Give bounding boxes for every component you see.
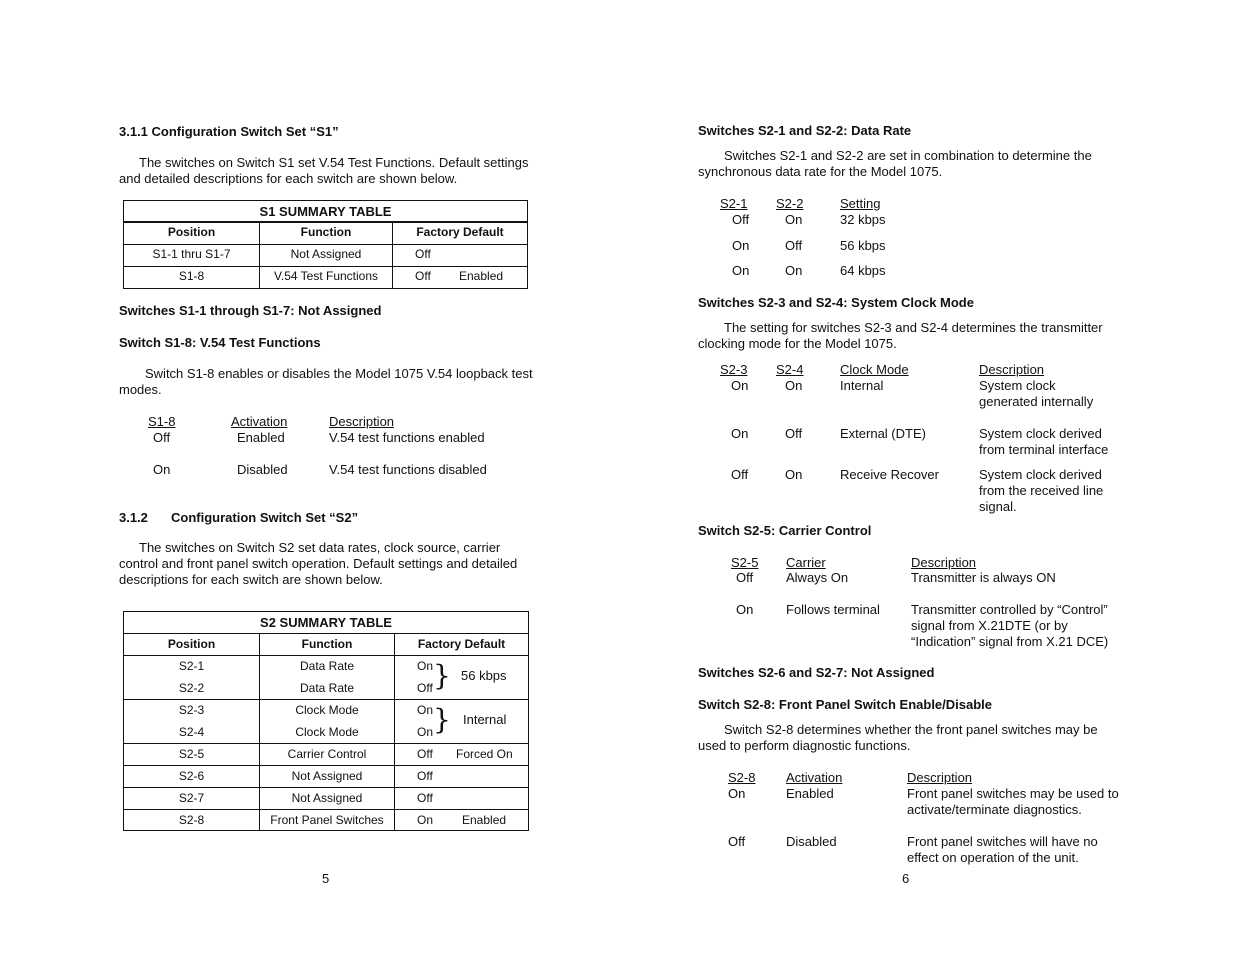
section-heading-s2: Configuration Switch Set “S2” <box>171 510 359 525</box>
list-item: External (DTE) <box>840 426 926 441</box>
list-header: S2-3 <box>720 362 748 377</box>
list-item: Enabled <box>786 786 834 801</box>
list-item: On <box>153 462 171 477</box>
clock-mode-description: The setting for switches S2-3 and S2-4 determines the transmitter clocking mode for the Model 1075. <box>698 320 1103 351</box>
s1-header-position: Position <box>167 225 216 239</box>
subheading-carrier-control: Switch S2-5: Carrier Control <box>698 523 872 538</box>
table-cell: Off <box>415 247 431 261</box>
list-item: On <box>785 212 803 227</box>
s2-summary-table <box>123 611 529 831</box>
s1-header-default: Factory Default <box>416 225 504 239</box>
list-item: On <box>785 467 803 482</box>
s1-summary-table <box>123 200 528 289</box>
table-cell: Not Assigned <box>290 247 362 261</box>
list-item: On <box>732 238 750 253</box>
table-cell: S2-4 <box>178 725 205 739</box>
list-item: 64 kbps <box>840 263 886 278</box>
table-cell: S2-8 <box>178 813 205 827</box>
list-item: On <box>785 378 803 393</box>
subheading-s1-8: Switch S1-8: V.54 Test Functions <box>119 335 321 350</box>
list-item: Disabled <box>237 462 288 477</box>
table-cell: Off <box>417 747 433 761</box>
s2-intro: The switches on Switch S2 set data rates, clock source, carrier control and front panel switch operation. Default settings and detailed descriptions for each switch are shown below. <box>119 540 518 587</box>
table-cell: Enabled <box>462 813 507 827</box>
list-item: Internal <box>840 378 884 393</box>
table-cell: S2-3 <box>178 703 205 717</box>
list-item: On <box>732 263 750 278</box>
list-item: Off <box>785 238 803 253</box>
subheading-s2-6-7: Switches S2-6 and S2-7: Not Assigned <box>698 665 935 680</box>
table-cell: Forced On <box>456 747 513 761</box>
group-note-clock-mode: Internal <box>463 712 507 727</box>
list-item: Off <box>728 834 746 849</box>
table-cell: Data Rate <box>299 659 355 673</box>
s2-header-function: Function <box>301 637 353 651</box>
s1-table-title: S1 SUMMARY TABLE <box>259 204 392 219</box>
table-cell: S2-5 <box>178 747 205 761</box>
table-cell: Carrier Control <box>287 747 367 761</box>
list-item: Enabled <box>237 430 285 445</box>
list-header: S2-5 <box>731 555 759 570</box>
list-header: S1-8 <box>148 414 176 429</box>
list-item: Transmitter controlled by “Control” signal from X.21DTE (or by “Indication” signal from X.21 DCE) <box>911 602 1109 649</box>
list-item: Off <box>153 430 171 445</box>
table-cell: Clock Mode <box>295 725 359 739</box>
table-cell: S2-2 <box>178 681 205 695</box>
front-panel-description: Switch S2-8 determines whether the front panel switches may be used to perform diagnostic functions. <box>698 722 1098 753</box>
list-item: System clock derived from the received line signal. <box>979 467 1104 514</box>
table-cell: Not Assigned <box>291 769 363 783</box>
table-cell: Clock Mode <box>295 703 359 717</box>
table-cell: S1-1 thru S1-7 <box>152 247 231 261</box>
list-item: V.54 test functions disabled <box>329 462 487 477</box>
table-cell: S2-6 <box>178 769 205 783</box>
table-cell: On <box>417 725 434 739</box>
table-cell: On <box>417 703 434 717</box>
list-item: Off <box>731 467 749 482</box>
table-cell: On <box>417 659 434 673</box>
list-item: On <box>785 263 803 278</box>
table-cell: Off <box>417 791 433 805</box>
list-header: Description <box>911 555 977 570</box>
list-item: On <box>728 786 746 801</box>
page-number-left: 5 <box>322 871 330 886</box>
list-item: Receive Recover <box>840 467 939 482</box>
brace-icon: } <box>433 703 451 736</box>
table-cell: On <box>417 813 434 827</box>
list-header: Description <box>329 414 395 429</box>
table-cell: S1-8 <box>178 269 205 283</box>
list-item: System clock derived from terminal interface <box>979 426 1109 457</box>
list-item: Off <box>785 426 803 441</box>
table-cell: S2-1 <box>178 659 205 673</box>
list-header: S2-4 <box>776 362 804 377</box>
list-header: Description <box>907 770 973 785</box>
table-cell: Off <box>417 681 433 695</box>
list-header: Activation <box>231 414 288 429</box>
subheading-front-panel: Switch S2-8: Front Panel Switch Enable/Disable <box>698 697 993 712</box>
list-header: Description <box>979 362 1045 377</box>
list-item: Disabled <box>786 834 837 849</box>
table-cell: Off <box>417 769 433 783</box>
table-cell: Not Assigned <box>291 791 363 805</box>
table-cell: Off <box>415 269 431 283</box>
s2-table-title: S2 SUMMARY TABLE <box>260 615 392 630</box>
page-number-right: 6 <box>902 871 910 886</box>
section-heading-s1: 3.1.1 Configuration Switch Set “S1” <box>119 124 339 139</box>
brace-icon: } <box>433 659 451 692</box>
list-item: On <box>731 378 749 393</box>
list-item: System clock generated internally <box>979 378 1094 409</box>
list-item: Front panel switches may be used to activate/terminate diagnostics. <box>907 786 1119 817</box>
table-cell: S2-7 <box>178 791 205 805</box>
list-header: Activation <box>786 770 843 785</box>
table-cell: Front Panel Switches <box>270 813 384 827</box>
list-item: 56 kbps <box>840 238 886 253</box>
table-cell: Data Rate <box>299 681 355 695</box>
list-header: Clock Mode <box>840 362 909 377</box>
data-rate-description: Switches S2-1 and S2-2 are set in combination to determine the synchronous data rate for the Model 1075. <box>698 148 1092 179</box>
subheading-s1-1-7: Switches S1-1 through S1-7: Not Assigned <box>119 303 382 318</box>
list-item: Follows terminal <box>786 602 880 617</box>
list-item: Off <box>736 570 754 585</box>
list-item: 32 kbps <box>840 212 886 227</box>
group-note-data-rate: 56 kbps <box>461 668 507 683</box>
subheading-clock-mode: Switches S2-3 and S2-4: System Clock Mode <box>698 295 974 310</box>
list-header: S2-2 <box>776 196 804 211</box>
s2-header-default: Factory Default <box>417 637 506 651</box>
s1-intro: The switches on Switch S1 set V.54 Test Functions. Default settings and detailed descriptions for each switch are shown below. <box>119 155 529 186</box>
list-header: Setting <box>840 196 881 211</box>
list-item: Always On <box>786 570 849 585</box>
s1-header-function: Function <box>300 225 352 239</box>
list-header: S2-1 <box>720 196 748 211</box>
list-header: Carrier <box>786 555 826 570</box>
list-item: V.54 test functions enabled <box>329 430 485 445</box>
list-item: Front panel switches will have no effect on operation of the unit. <box>907 834 1098 865</box>
subheading-data-rate: Switches S2-1 and S2-2: Data Rate <box>698 123 912 138</box>
list-item: Off <box>732 212 750 227</box>
section-number-s2: 3.1.2 <box>119 510 148 525</box>
list-header: S2-8 <box>728 770 756 785</box>
list-item: Transmitter is always ON <box>911 570 1056 585</box>
s2-header-position: Position <box>167 637 216 651</box>
table-cell: Enabled <box>459 269 504 283</box>
list-item: On <box>736 602 754 617</box>
table-cell: V.54 Test Functions <box>273 269 379 283</box>
s1-8-description: Switch S1-8 enables or disables the Model 1075 V.54 loopback test modes. <box>119 366 533 397</box>
list-item: On <box>731 426 749 441</box>
